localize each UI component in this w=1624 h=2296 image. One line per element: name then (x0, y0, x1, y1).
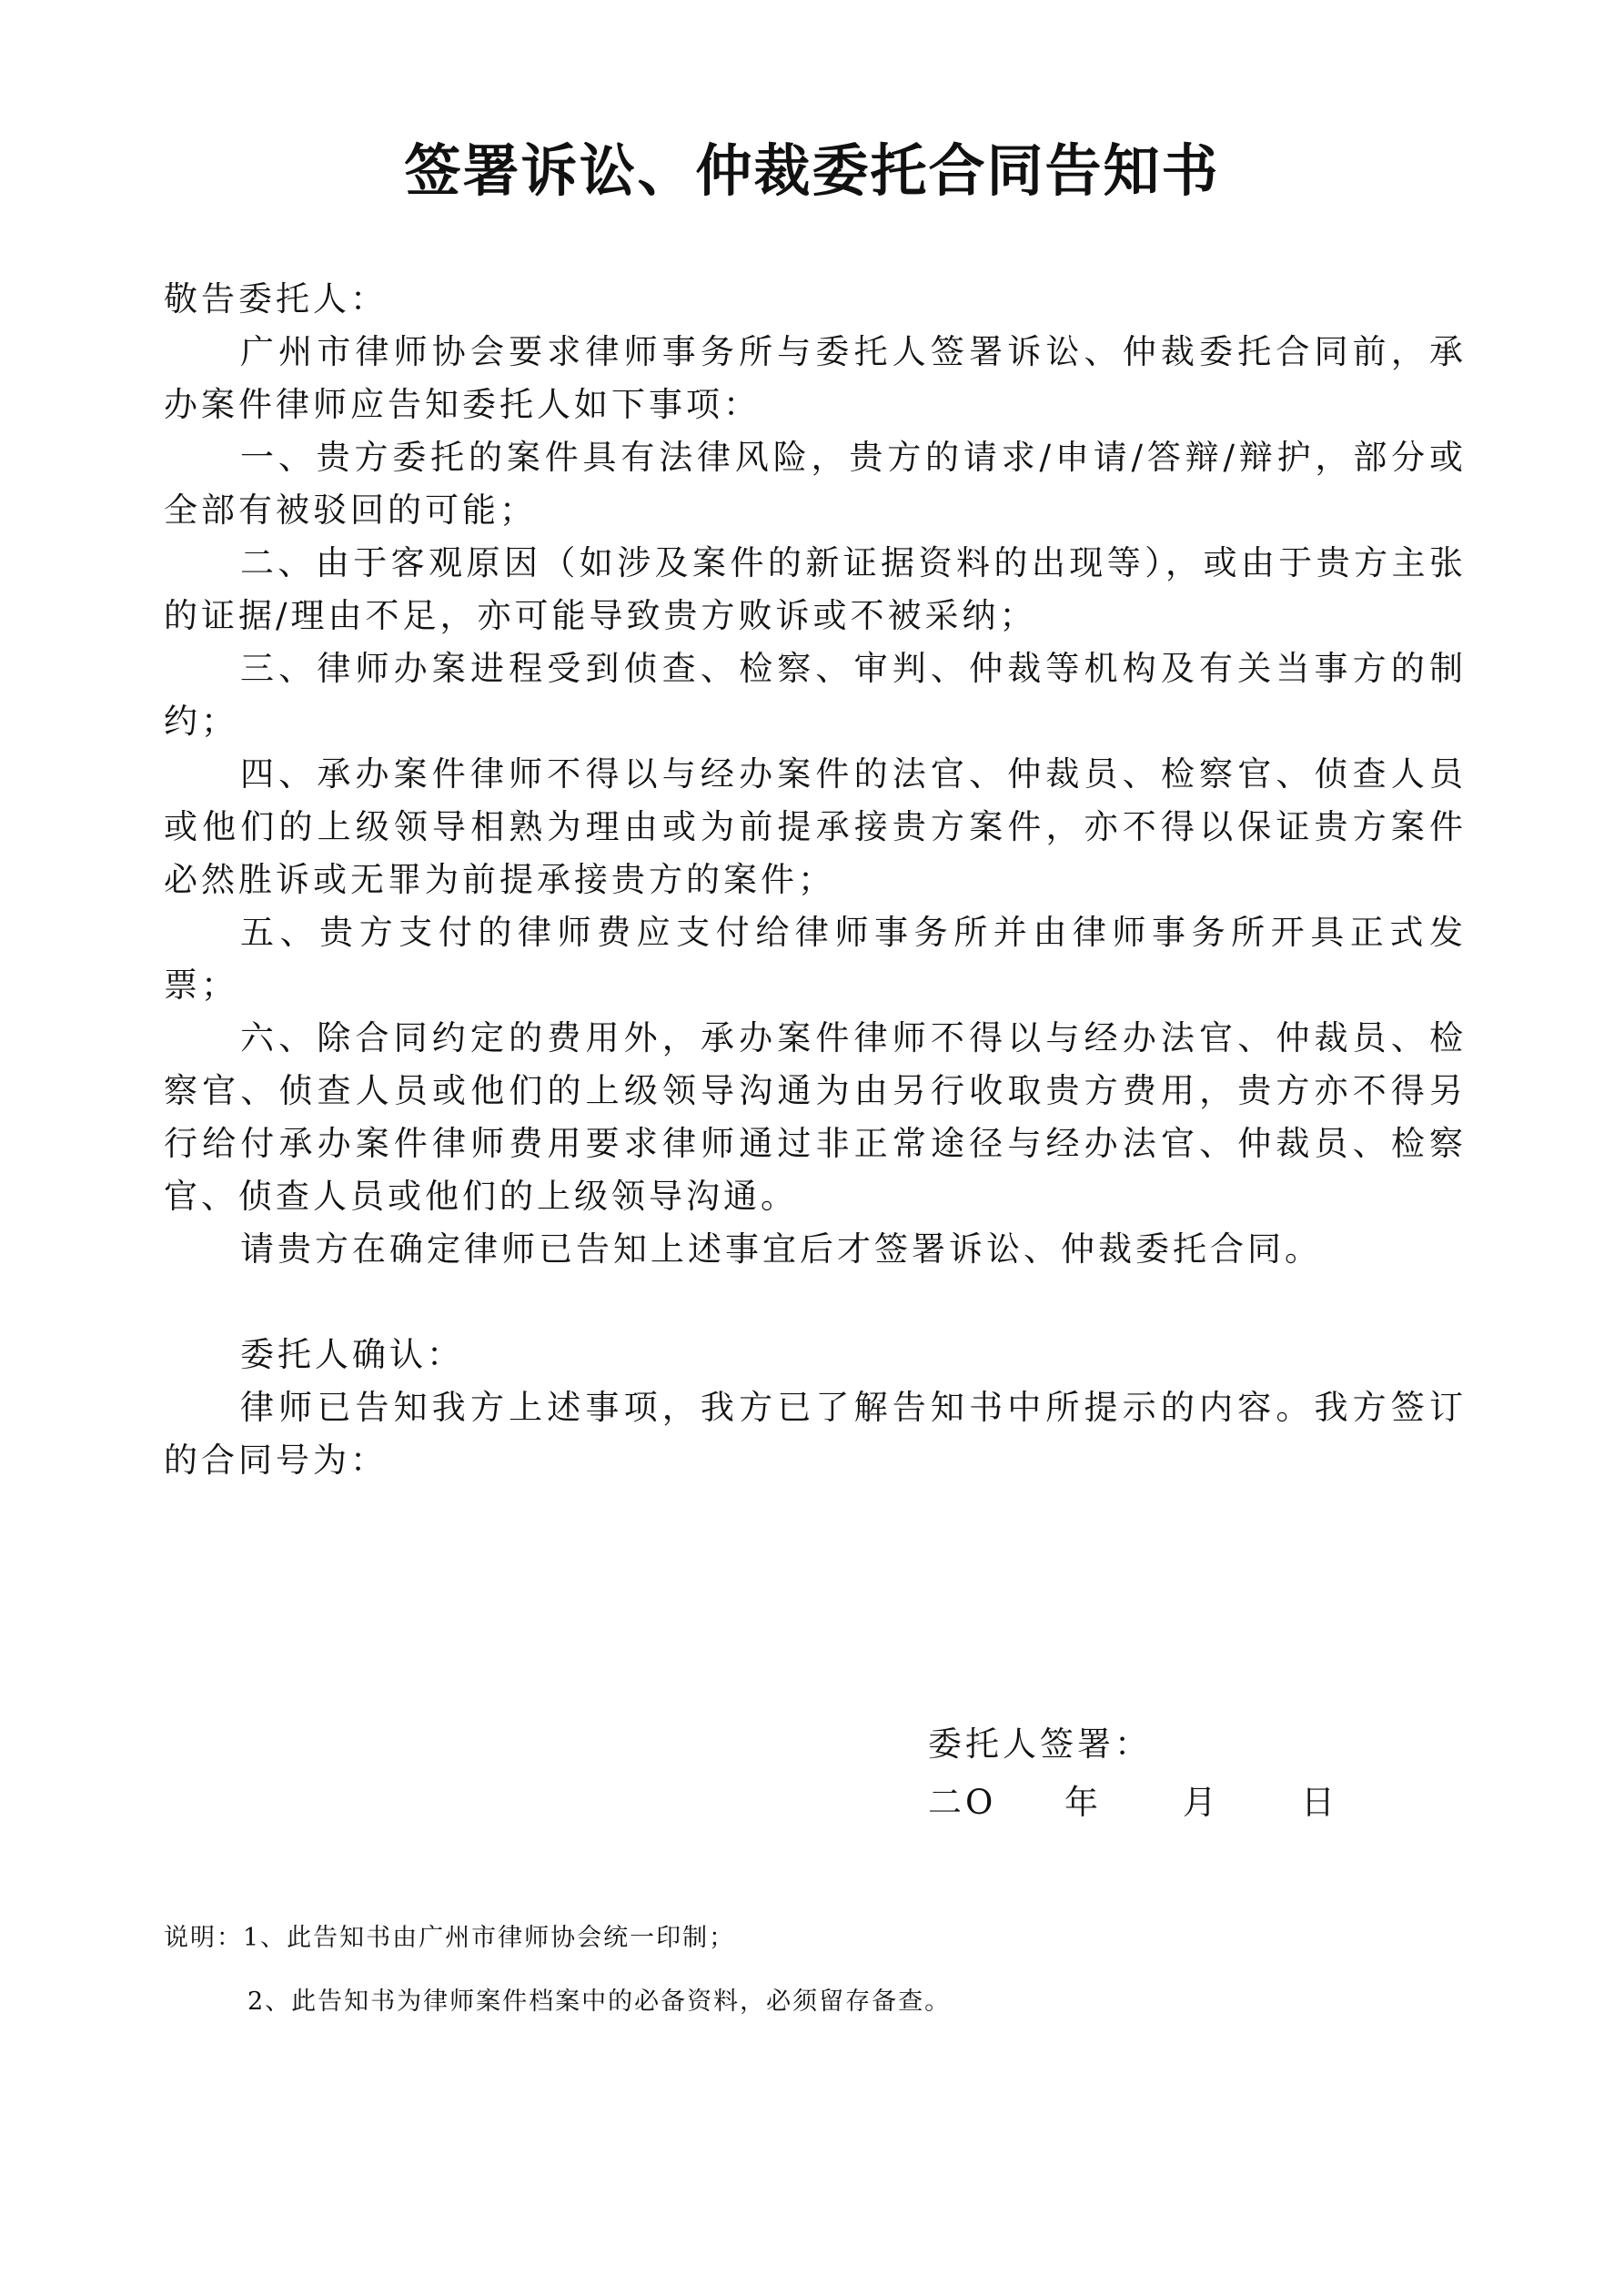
date-line (928, 1774, 1338, 1832)
notes-section (164, 1907, 1467, 2034)
date-day: 日 (1301, 1783, 1338, 1822)
spacer (164, 1276, 1467, 1329)
document-body (164, 273, 1467, 1487)
signature-label: 委托人签署： (928, 1725, 1152, 1764)
salutation: 敬告委托人： (164, 279, 388, 319)
confirm-text: 律师已告知我方上述事项，我方已了解告知书中所提示的内容。我方签订的合同号为： (164, 1388, 1467, 1480)
item-2: 二、由于客观原因（如涉及案件的新证据资料的出现等），或由于贵方主张的证据/理由不足，亦可能导致贵方败诉或不被采纳； (164, 543, 1467, 635)
confirm-heading: 委托人确认： (240, 1335, 464, 1374)
item-5: 五、贵方支付的律师费应支付给律师事务所并由律师事务所开具正式发票； (164, 913, 1467, 1005)
intro-paragraph: 广州市律师协会要求律师事务所与委托人签署诉讼、仲裁委托合同前，承办案件律师应告知委托人如下事项： (164, 332, 1467, 424)
item-3: 三、律师办案进程受到侦查、检察、审判、仲裁等机构及有关当事方的制约； (164, 649, 1467, 741)
item-6: 六、除合同约定的费用外，承办案件律师不得以与经办法官、仲裁员、检察官、侦查人员或他们的上级领导沟通为由另行收取贵方费用，贵方亦不得另行给付承办案件律师费用要求律师通过非正常途径与经办法官、仲裁员、检察官、侦查人员或他们的上级领导沟通。 (164, 1018, 1467, 1216)
document-title: 签署诉讼、仲裁委托合同告知书 (404, 137, 1220, 204)
signature-block (928, 1715, 1338, 1832)
note-2: 2、此告知书为律师案件档案中的必备资料，必须留存备查。 (247, 1988, 952, 2016)
closing-paragraph: 请贵方在确定律师已告知上述事宜后才签署诉讼、仲裁委托合同。 (240, 1229, 1322, 1269)
date-prefix: 二O (928, 1783, 997, 1822)
note-1: 说明：1、此告知书由广州市律师协会统一印制； (164, 1924, 736, 1952)
date-month: 月 (1183, 1783, 1220, 1822)
item-4: 四、承办案件律师不得以与经办案件的法官、仲裁员、检察官、侦查人员或他们的上级领导相熟为理由或为前提承接贵方案件，亦不得以保证贵方案件必然胜诉或无罪为前提承接贵方的案件； (164, 754, 1467, 899)
item-1: 一、贵方委托的案件具有法律风险，贵方的请求/申请/答辩/辩护，部分或全部有被驳回的可能； (164, 438, 1467, 530)
date-year: 年 (1064, 1783, 1102, 1822)
